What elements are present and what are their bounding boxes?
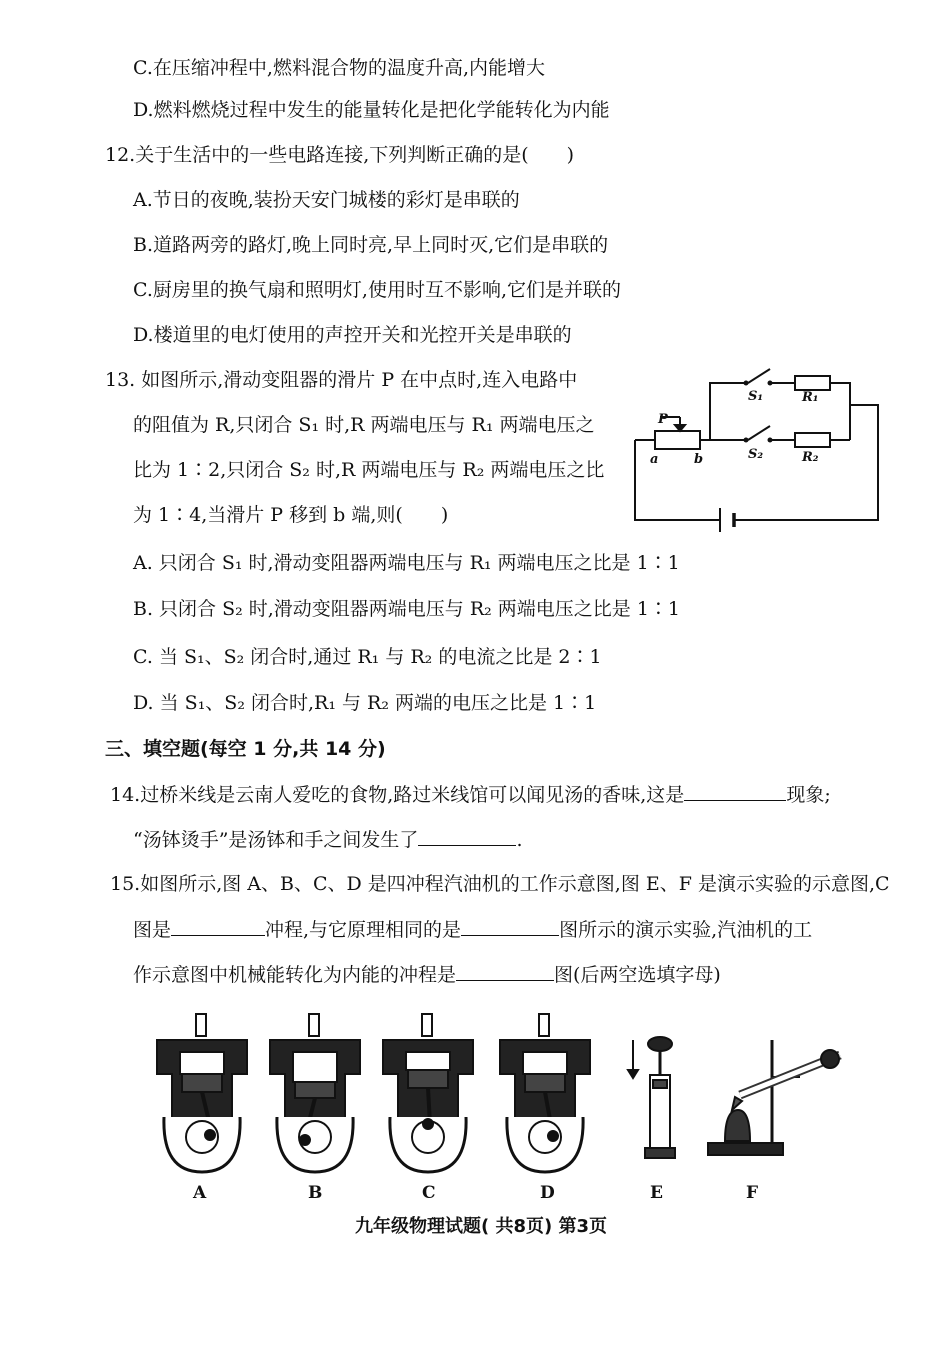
q12-option-a: A.节日的夜晚,装扮天安门城楼的彩灯是串联的 bbox=[133, 189, 520, 211]
q12-option-c: C.厨房里的换气扇和照明灯,使用时互不影响,它们是并联的 bbox=[133, 279, 621, 301]
q13-option-d: D. 当 S₁、S₂ 闭合时,R₁ 与 R₂ 两端的电压之比是 1∶1 bbox=[133, 692, 597, 714]
q13-option-c: C. 当 S₁、S₂ 闭合时,通过 R₁ 与 R₂ 的电流之比是 2∶1 bbox=[133, 646, 602, 668]
q15-line-1: 15.如图所示,图 A、B、C、D 是四冲程汽油机的工作示意图,图 E、F 是演示实验的示意图,C bbox=[110, 873, 890, 895]
q15-text-a: 图是 bbox=[133, 919, 172, 941]
switch-label-s1: S₁ bbox=[748, 389, 764, 404]
q14-line-1 bbox=[110, 782, 831, 807]
q14-line-2 bbox=[133, 827, 522, 852]
page-footer: 九年级物理试题( 共8页) 第3页 bbox=[355, 1216, 608, 1237]
engine-diagram-b bbox=[265, 1012, 365, 1177]
s2-contact-dot bbox=[768, 438, 773, 443]
q14-text-b: 现象; bbox=[786, 784, 831, 806]
s2-contact-dot bbox=[744, 438, 749, 443]
q14-text-d: . bbox=[516, 829, 523, 851]
q12-stem: 12.关于生活中的一些电路连接,下列判断正确的是( ) bbox=[105, 144, 575, 166]
circuit-diagram bbox=[630, 365, 885, 530]
q14-blank-1[interactable] bbox=[684, 782, 786, 801]
q13-option-b: B. 只闭合 S₂ 时,滑动变阻器两端电压与 R₂ 两端电压之比是 1∶1 bbox=[133, 598, 681, 620]
figure-label-d: D bbox=[540, 1183, 555, 1203]
q13-line-1: 13. 如图所示,滑动变阻器的滑片 P 在中点时,连入电路中 bbox=[105, 369, 578, 391]
resistor-label-r1: R₁ bbox=[802, 390, 819, 405]
rheostat-end-b: b bbox=[694, 452, 704, 467]
q15-text-c: 图所示的演示实验,汽油机的工 bbox=[559, 919, 813, 941]
q13-line-2: 的阻值为 R,只闭合 S₁ 时,R 两端电压与 R₁ 两端电压之 bbox=[133, 414, 595, 436]
q11-option-d: D.燃料燃烧过程中发生的能量转化是把化学能转化为内能 bbox=[133, 99, 610, 121]
engine-diagram-d bbox=[495, 1012, 595, 1177]
compression-tube-diagram-e bbox=[625, 1030, 685, 1165]
q15-blank-2[interactable] bbox=[461, 917, 559, 936]
engine-diagram-c bbox=[378, 1012, 478, 1177]
q15-text-e: 图(后两空选填字母) bbox=[554, 964, 721, 986]
q15-blank-3[interactable] bbox=[456, 962, 554, 981]
q15-blank-1[interactable] bbox=[171, 917, 265, 936]
figure-label-c: C bbox=[422, 1183, 436, 1203]
q14-text-a: 14.过桥米线是云南人爱吃的食物,路过米线馆可以闻见汤的香味,这是 bbox=[110, 784, 685, 806]
q11-option-c: C.在压缩冲程中,燃料混合物的温度升高,内能增大 bbox=[133, 57, 545, 79]
q12-option-d: D.楼道里的电灯使用的声控开关和光控开关是串联的 bbox=[133, 324, 572, 346]
engine-diagram-a bbox=[152, 1012, 252, 1177]
q13-line-3: 比为 1∶2,只闭合 S₂ 时,R 两端电压与 R₂ 两端电压之比 bbox=[133, 459, 605, 481]
q13-option-a: A. 只闭合 S₁ 时,滑动变阻器两端电压与 R₁ 两端电压之比是 1∶1 bbox=[133, 552, 680, 574]
s1-contact-dot bbox=[744, 381, 749, 386]
figure-label-e: E bbox=[650, 1183, 663, 1203]
resistor-label-r2: R₂ bbox=[802, 450, 819, 465]
switch-label-s2: S₂ bbox=[748, 447, 764, 462]
q12-option-b: B.道路两旁的路灯,晚上同时亮,早上同时灭,它们是串联的 bbox=[133, 234, 609, 256]
q15-text-b: 冲程,与它原理相同的是 bbox=[265, 919, 462, 941]
figure-label-a: A bbox=[193, 1183, 207, 1203]
slider-label-p: P bbox=[658, 412, 668, 427]
figure-label-f: F bbox=[746, 1183, 759, 1203]
q15-line-3 bbox=[133, 962, 721, 987]
q13-line-4: 为 1∶4,当滑片 P 移到 b 端,则( ) bbox=[133, 504, 449, 526]
section-heading: 三、填空题(每空 1 分,共 14 分) bbox=[105, 738, 386, 760]
test-tube-stand-diagram-f bbox=[700, 1035, 855, 1165]
q15-text-d: 作示意图中机械能转化为内能的冲程是 bbox=[133, 964, 457, 986]
q14-blank-2[interactable] bbox=[418, 827, 516, 846]
s1-contact-dot bbox=[768, 381, 773, 386]
figure-label-b: B bbox=[308, 1183, 323, 1203]
q14-text-c: “汤钵烫手”是汤钵和手之间发生了 bbox=[133, 829, 419, 851]
q15-line-2 bbox=[133, 917, 812, 942]
rheostat-end-a: a bbox=[650, 452, 659, 467]
